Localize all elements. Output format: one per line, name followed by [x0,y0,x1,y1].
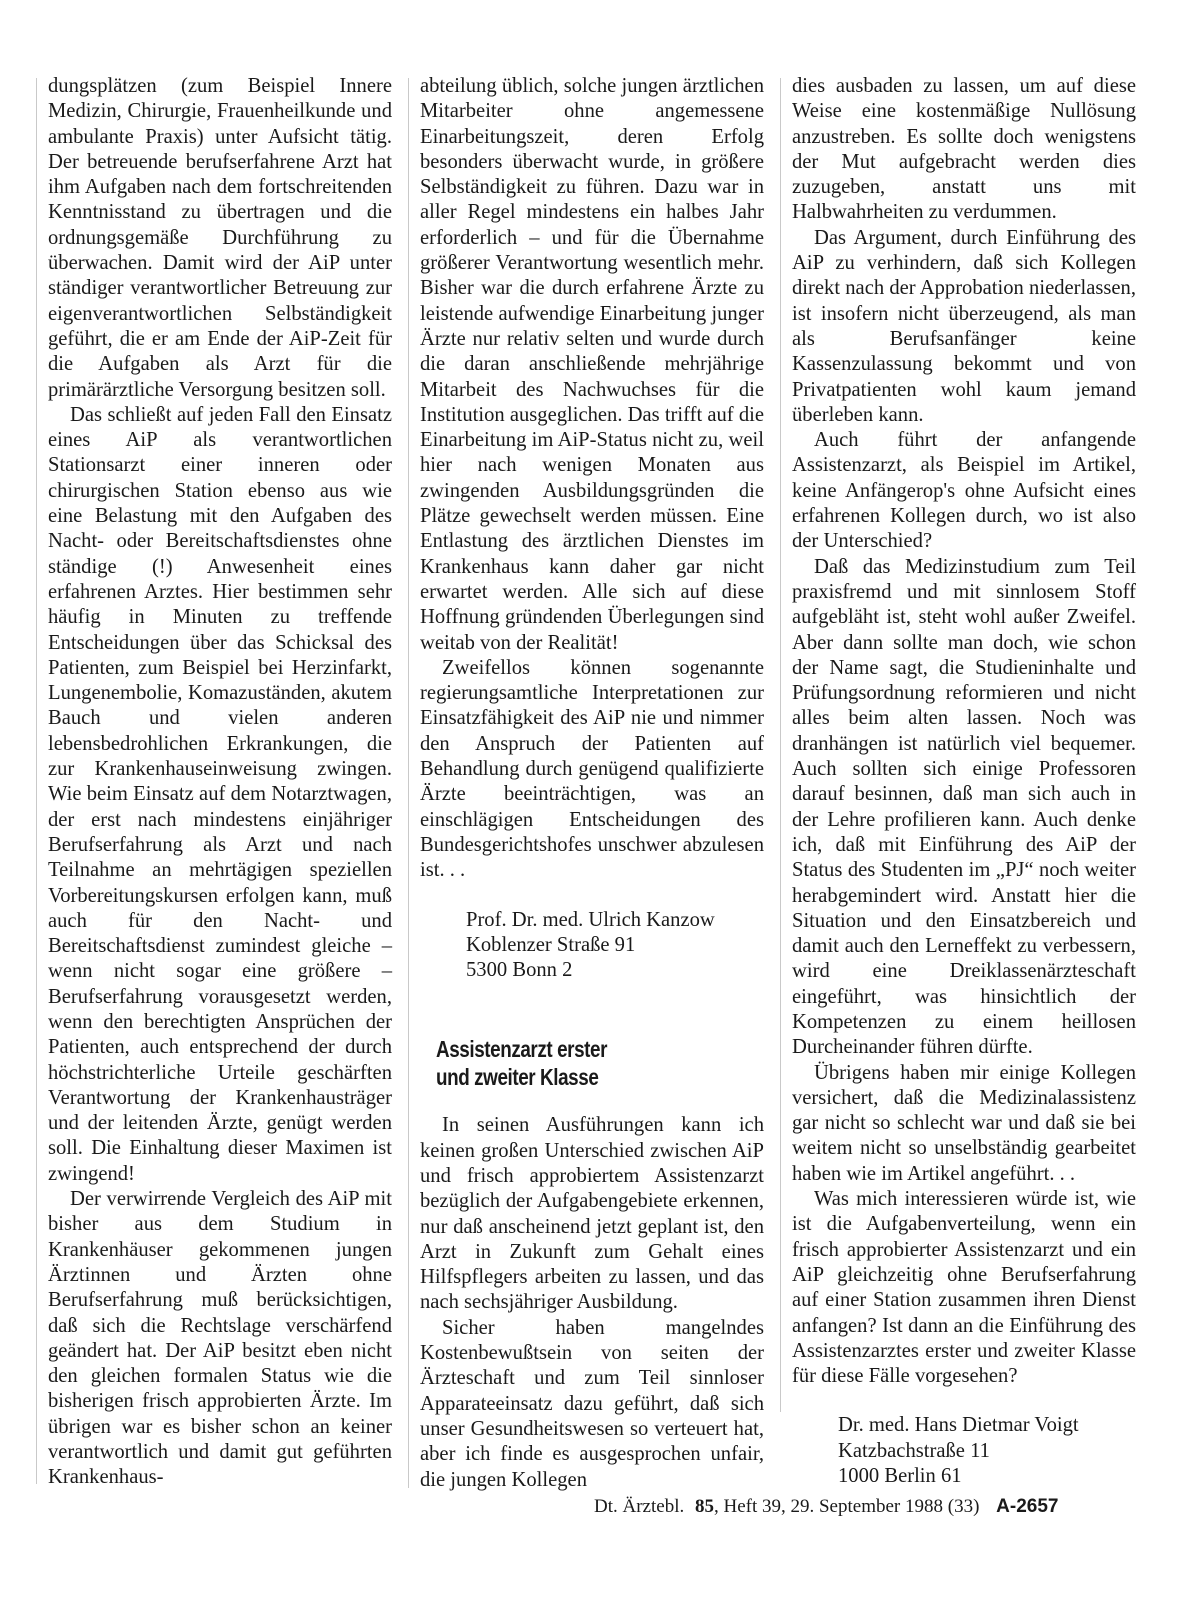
paragraph: Das Argument, durch Einführung des AiP zu verhindern, daß sich Kollegen direkt nach der Approbation niederlassen, ist insofern nicht überzeugend, als man als Berufsanfänger keine Kassenzulassung bekommt und von Privatpatienten wohl kaum jemand überleben kann. [792,226,1136,426]
column-rule-middle [408,78,409,1488]
heading-line: Assistenzarzt erster [436,1036,608,1063]
column-rule-right [780,78,781,1412]
signature-street: Katzbachstraße 11 [838,1439,990,1462]
signature-kanzow [420,908,764,984]
journal-name: Dt. Ärztebl. [594,1496,685,1517]
page-footer [594,1496,1058,1518]
column-left [48,74,392,1491]
paragraph: Auch führt der anfangende Assistenzarzt, als Beispiel im Artikel, keine Anfängerop's ohne Aufsicht eines erfahrenen Kollegen durch, wo ist also der Unterschied? [792,429,1136,553]
article-heading [436,1035,780,1091]
column-rule-left [36,78,37,1484]
signature-name: Dr. med. Hans Dietmar Voigt [838,1414,1079,1437]
journal-issue: , Heft 39, 29. September 1988 (33) [713,1496,980,1517]
paragraph: Daß das Medizinstudium zum Teil praxisfremd und mit sinnlosem Stoff aufgebläht ist, steht wohl außer Zweifel. Aber dann sollte man doch, wie schon der Name sagt, die Studieninhalte und Prüfungsordnung reformieren und nicht alles beim alten lassen. Noch was dranhängen ist natürlich viel bequemer. Auch sollten sich einige Professoren darauf besinnen, daß man sich auch in der Lehre profilieren kann. Auch denke ich, daß mit Einführung des AiP der Status des Studenten im „PJ“ noch weiter herabgemindert wird. Anstatt hier die Situation und den Einsatzbereich und damit auch den Lerneffekt zu verbessern, wird eine Dreiklassenärzteschaft eingeführt, was hinsichtlich der Kompetenzen zu einem heillosen Durcheinander führen dürfte. [792,555,1136,1059]
column-middle [420,74,764,1493]
paragraph: Übrigens haben mir einige Kollegen versichert, daß die Medizinalassistenz gar nicht so schlecht war und daß sie bei weitem nicht so unselbständig gearbeitet haben wie im Artikel angeführt. . . [792,1061,1136,1185]
paragraph: abteilung üblich, solche jungen ärztlichen Mitarbeiter ohne angemessene Einarbeitungszeit, deren Erfolg besonders überwacht wurde, in größere Selbständigkeit zu führen. Dazu war in aller Regel mindestens ein halbes Jahr erforderlich – und für die Übernahme größerer Verantwortung wesentlich mehr. Bisher war die durch erfahrene Ärzte zu leistende aufwendige Einarbeitung junger Ärzte nur relativ selten und wurde durch die daran anschließende mehrjährige Mitarbeit des Nachwuchses für die Institution ausgeglichen. Das trifft auf die Einarbeitung im AiP-Status nicht zu, weil hier nach wenigen Monaten aus zwingenden Ausbildungsgründen die Plätze gewechselt werden müssen. Eine Entlastung des ärztlichen Dienstes im Krankenhaus kann daher gar nicht erwartet werden. Alle sich auf diese Hoffnung gründenden Überlegungen sind weitab von der Realität! [420,75,764,654]
paragraph: In seinen Ausführungen kann ich keinen großen Unterschied zwischen AiP und frisch approbiertem Assistenzarzt bezüglich der Aufgabengebiete erkennen, nur daß anscheinend jetzt geplant ist, den Arzt in Zukunft zum Gehalt eines Hilfspflegers arbeiten zu lassen, und das nach sechsjähriger Ausbildung. [420,1114,764,1314]
paragraph: dies ausbaden zu lassen, um auf diese Weise eine kostenmäßige Nullösung anzustreben. Es sollte doch wenigstens der Mut aufgebracht werden dies zuzugeben, anstatt uns mit Halbwahrheiten zu verdummen. [792,75,1136,224]
signature-name: Prof. Dr. med. Ulrich Kanzow [466,908,715,931]
paragraph: dungsplätzen (zum Beispiel Innere Medizin, Chirurgie, Frauenheilkunde und ambulante Praxis) unter Aufsicht tätig. Der betreuende berufserfahrene Arzt hat ihm Aufgaben nach dem fortschreitenden Kenntnisstand zu übertragen und die ordnungsgemäße Durchführung zu überwachen. Damit wird der AiP unter ständiger verantwortlicher Betreuung zur eigenverantwortlichen Selbständigkeit geführt, die er am Ende der AiP-Zeit für die Aufgaben als Arzt für die primärärztliche Versorgung besitzen soll. [48,75,392,401]
signature-city: 5300 Bonn 2 [466,959,573,982]
paragraph: Was mich interessieren würde ist, wie ist die Aufgabenverteilung, wenn ein frisch approbierter Assistenzarzt und ein AiP gleichzeitig ohne Berufserfahrung auf einer Station zusammen ihren Dienst anfangen? Ist dann an die Einführung des Assistenzarztes erster und zweiter Klasse für diese Fälle vorgesehen? [792,1188,1136,1388]
signature-voigt [792,1413,1136,1489]
paragraph: Zweifellos können sogenannte regierungsamtliche Interpretationen zur Einsatzfähigkeit des AiP nie und nimmer den Anspruch der Patienten auf Behandlung durch genügend qualifizierte Ärzte beeinträchtigen, was an einschlägigen Entscheidungen des Bundesgerichtshofes unschwer abzulesen ist. . . [420,656,764,882]
signature-street: Koblenzer Straße 91 [466,933,636,956]
heading-line: und zweiter Klasse [436,1064,599,1091]
journal-volume: 85 [694,1496,714,1517]
column-right [792,74,1136,1489]
paragraph: Der verwirrende Vergleich des AiP mit bisher aus dem Studium in Krankenhäuser gekommenen jungen Ärztinnen und Ärzten ohne Berufserfahrung muß berücksichtigen, daß sich die Rechtslage verschärfend geändert hat. Der AiP besitzt eben nicht den gleichen formalen Status wie die bisherigen frisch approbierten Ärzte. Im übrigen war es bisher schon an keiner verantwortlich und damit gut geführten Krankenhaus- [48,1188,392,1489]
paragraph: Sicher haben mangelndes Kostenbewußtsein von seiten der Ärzteschaft und zum Teil sinnloser Apparateeinsatz dazu geführt, daß sich unser Gesundheitswesen so verteuert hat, aber ich finde es ausgesprochen unfair, die jungen Kollegen [420,1316,764,1491]
paragraph: Das schließt auf jeden Fall den Einsatz eines AiP als verantwortlichen Stationsarzt einer inneren oder chirurgischen Station ebenso aus wie eine Belastung mit den Aufgaben des Nacht- oder Bereitschaftsdienstes ohne ständige (!) Anwesenheit eines erfahrenen Arztes. Hier bestimmen sehr häufig in Minuten zu treffende Entscheidungen über das Schicksal des Patienten, zum Beispiel bei Herzinfarkt, Lungenembolie, Komazuständen, akutem Bauch und vielen anderen lebensbedrohlichen Erkrankungen, die zur Krankenhauseinweisung zwingen. Wie beim Einsatz auf dem Notarztwagen, der erst nach mindestens einjähriger Berufserfahrung als Arzt und nach Teilnahme an mehrtägigen speziellen Vorbereitungskursen erfolgen kann, muß auch für den Nacht- und Bereitschaftsdienst zumindest gleiche – wenn nicht sogar eine größere – Berufserfahrung vorausgesetzt werden, wenn den berechtigten Ansprüchen der Patienten, auch entsprechend der durch höchstrichterliche Urteile geschärften Verantwortung der Krankenhausträger und der leitenden Ärzte, genügt werden soll. Die Einhaltung dieser Maximen ist zwingend! [48,403,392,1185]
signature-city: 1000 Berlin 61 [838,1465,962,1488]
page-number: A-2657 [996,1496,1059,1517]
